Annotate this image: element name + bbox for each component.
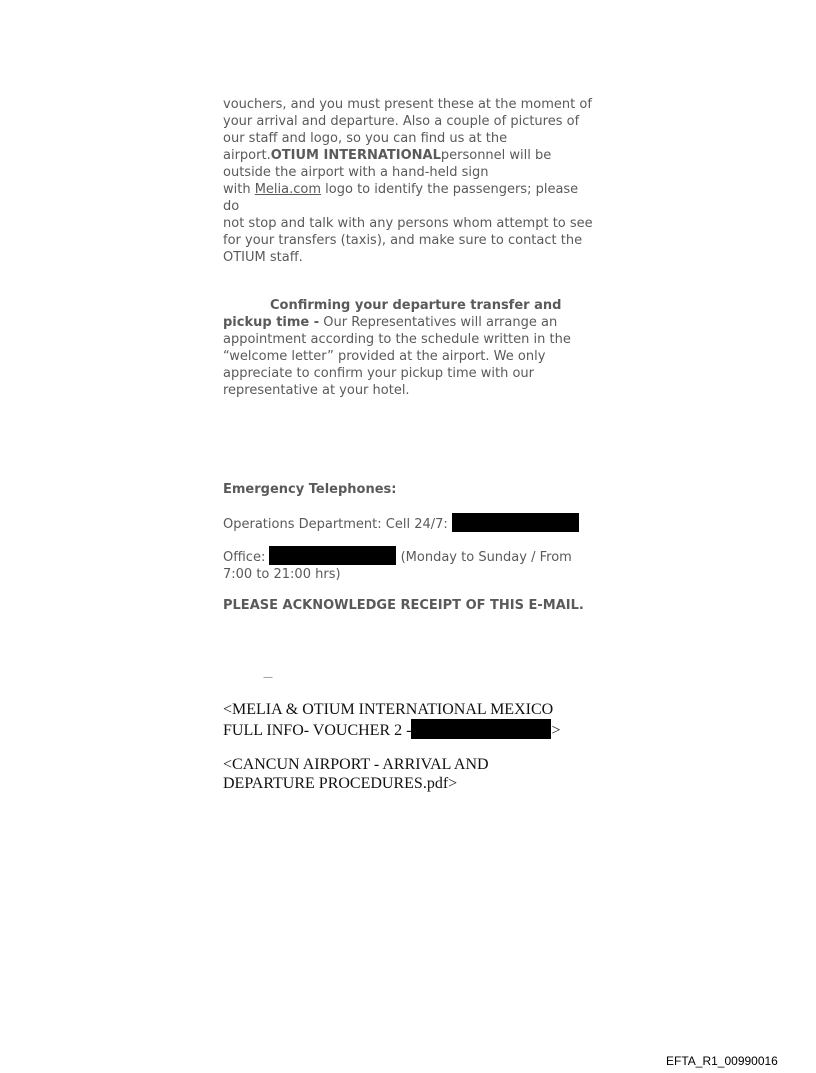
intro-line: our staff and logo, so you can find us at the xyxy=(223,131,508,146)
redacted-voucher xyxy=(411,719,551,739)
intro-text: logo to identify the passengers; please do xyxy=(223,182,579,214)
attachment-procedures-pdf[interactable] xyxy=(223,755,623,793)
operations-line xyxy=(223,513,593,533)
confirm-heading-cont: pickup time - xyxy=(223,315,320,330)
attachment-line xyxy=(223,719,623,740)
office-hours: (Monday to Sunday / From xyxy=(400,550,572,565)
intro-line: not stop and talk with any persons whom attempt to see xyxy=(223,216,593,231)
confirm-line: appointment according to the schedule written in the xyxy=(223,332,571,347)
confirm-text: Our Representatives will arrange an xyxy=(319,315,558,330)
intro-line xyxy=(223,181,593,215)
intro-paragraph xyxy=(223,96,593,266)
emergency-heading: Emergency Telephones: xyxy=(223,482,397,497)
intro-line: for your transfers (taxis), and make sure to contact the xyxy=(223,233,583,248)
document-id-footer: EFTA_R1_00990016 xyxy=(666,1054,778,1068)
confirm-line xyxy=(223,314,593,331)
intro-text: with xyxy=(223,182,255,197)
confirm-paragraph xyxy=(223,297,593,399)
intro-line: outside the airport with a hand-held sign xyxy=(223,165,489,180)
otium-international-bold: OTIUM INTERNATIONAL xyxy=(270,148,441,163)
attachment-line: <CANCUN AIRPORT - ARRIVAL AND xyxy=(223,756,489,773)
operations-label: Operations Department: Cell 24/7: xyxy=(223,517,448,532)
office-label: Office: xyxy=(223,550,266,565)
confirm-line: “welcome letter” provided at the airport. We only xyxy=(223,349,546,364)
office-hours-cont: 7:00 to 21:00 hrs) xyxy=(223,567,341,582)
attachment-voucher[interactable] xyxy=(223,700,623,740)
redacted-phone xyxy=(269,546,396,565)
office-line xyxy=(223,546,593,583)
attachment-line: <MELIA & OTIUM INTERNATIONAL MEXICO xyxy=(223,701,554,718)
attachment-text: FULL INFO- VOUCHER 2 - xyxy=(223,722,412,739)
confirm-heading: Confirming your departure transfer and xyxy=(270,298,562,313)
intro-line: vouchers, and you must present these at the moment of xyxy=(223,97,592,112)
intro-line xyxy=(223,147,593,164)
melia-link[interactable]: Melia.com xyxy=(254,182,322,197)
office-line-1 xyxy=(223,546,593,566)
intro-text: personnel will be xyxy=(440,148,552,163)
intro-line: OTIUM staff. xyxy=(223,250,303,265)
attachment-line: DEPARTURE PROCEDURES.pdf> xyxy=(223,775,458,792)
separator-dash: — xyxy=(263,672,273,683)
intro-line: your arrival and departure. Also a couple of pictures of xyxy=(223,114,580,129)
confirm-line: representative at your hotel. xyxy=(223,383,410,398)
intro-text: airport. xyxy=(223,148,271,163)
redacted-phone xyxy=(452,513,579,532)
acknowledge-notice: PLEASE ACKNOWLEDGE RECEIPT OF THIS E-MAIL. xyxy=(223,598,584,613)
confirm-line: appreciate to confirm your pickup time with our xyxy=(223,366,534,381)
attachment-text: > xyxy=(551,722,561,739)
